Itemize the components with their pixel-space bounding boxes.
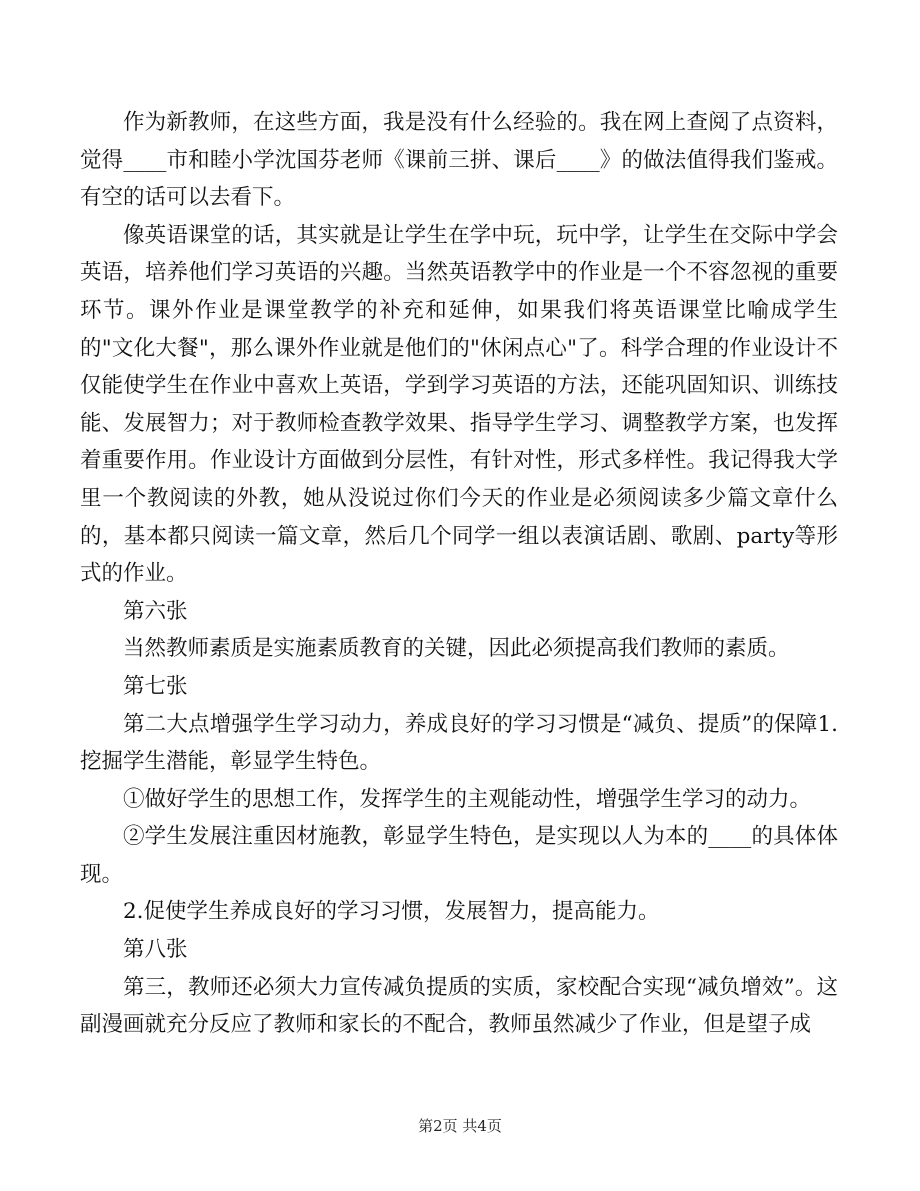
list-item-1: ①做好学生的思想工作，发挥学生的主观能动性，增强学生学习的动力。 — [123, 786, 812, 812]
paragraph-experience: 作为新教师，在这些方面，我是没有什么经验的。我在网上查阅了点资料，觉得____市和睦小学沈国芬老师《课前三拼、课后____》的做法值得我们鉴戒。有空的话可以去看下。 — [80, 110, 838, 211]
slide-heading-8: 第八张 — [123, 937, 188, 963]
paragraph-learning-motivation: 第二大点增强学生学习动力，养成良好的学习习惯是“减负、提质”的保障1.挖掘学生潜能，彰显学生特色。 — [80, 711, 838, 775]
paragraph-teacher-quality: 当然教师素质是实施素质教育的关键，因此必须提高我们教师的素质。 — [123, 636, 790, 662]
paragraph-home-school: 第三，教师还必须大力宣传减负提质的实质，家校配合实现“减负增效”。这副漫画就充分反应了教师和家长的不配合，教师虽然减少了作业，但是望子成 — [80, 974, 838, 1038]
slide-heading-7: 第七张 — [123, 673, 188, 699]
paragraph-good-habits: 2.促使学生养成良好的学习习惯，发展智力，提高能力。 — [123, 899, 660, 925]
page-number: 第2页 共4页 — [418, 1117, 502, 1135]
list-item-2: ②学生发展注重因材施教，彰显学生特色，是实现以人为本的____的具体体现。 — [80, 824, 838, 887]
paragraph-english-homework: 像英语课堂的话，其实就是让学生在学中玩，玩中学，让学生在交际中学会英语，培养他们学习英语的兴趣。当然英语教学中的作业是一个不容忽视的重要环节。课外作业是课堂教学的补充和延伸，如果我们将英语课堂比喻成学生的"文化大餐"，那么课外作业就是他们的"休闲点心"了。科学合理的作业设计不仅能使学生在作业中喜欢上英语，学到学习英语的方法，还能巩固知识、训练技能、发展智力；对于教师检查教学效果、指导学生学习、调整教学方案，也发挥着重要作用。作业设计方面做到分层性，有针对性，形式多样性。我记得我大学里一个教阅读的外教，她从没说过你们今天的作业是必须阅读多少篇文章什么的，基本都只阅读一篇文章，然后几个同学一组以表演话剧、歌剧、party等形式的作业。 — [80, 222, 838, 587]
slide-heading-6: 第六张 — [123, 598, 188, 624]
document-body — [80, 104, 838, 1044]
